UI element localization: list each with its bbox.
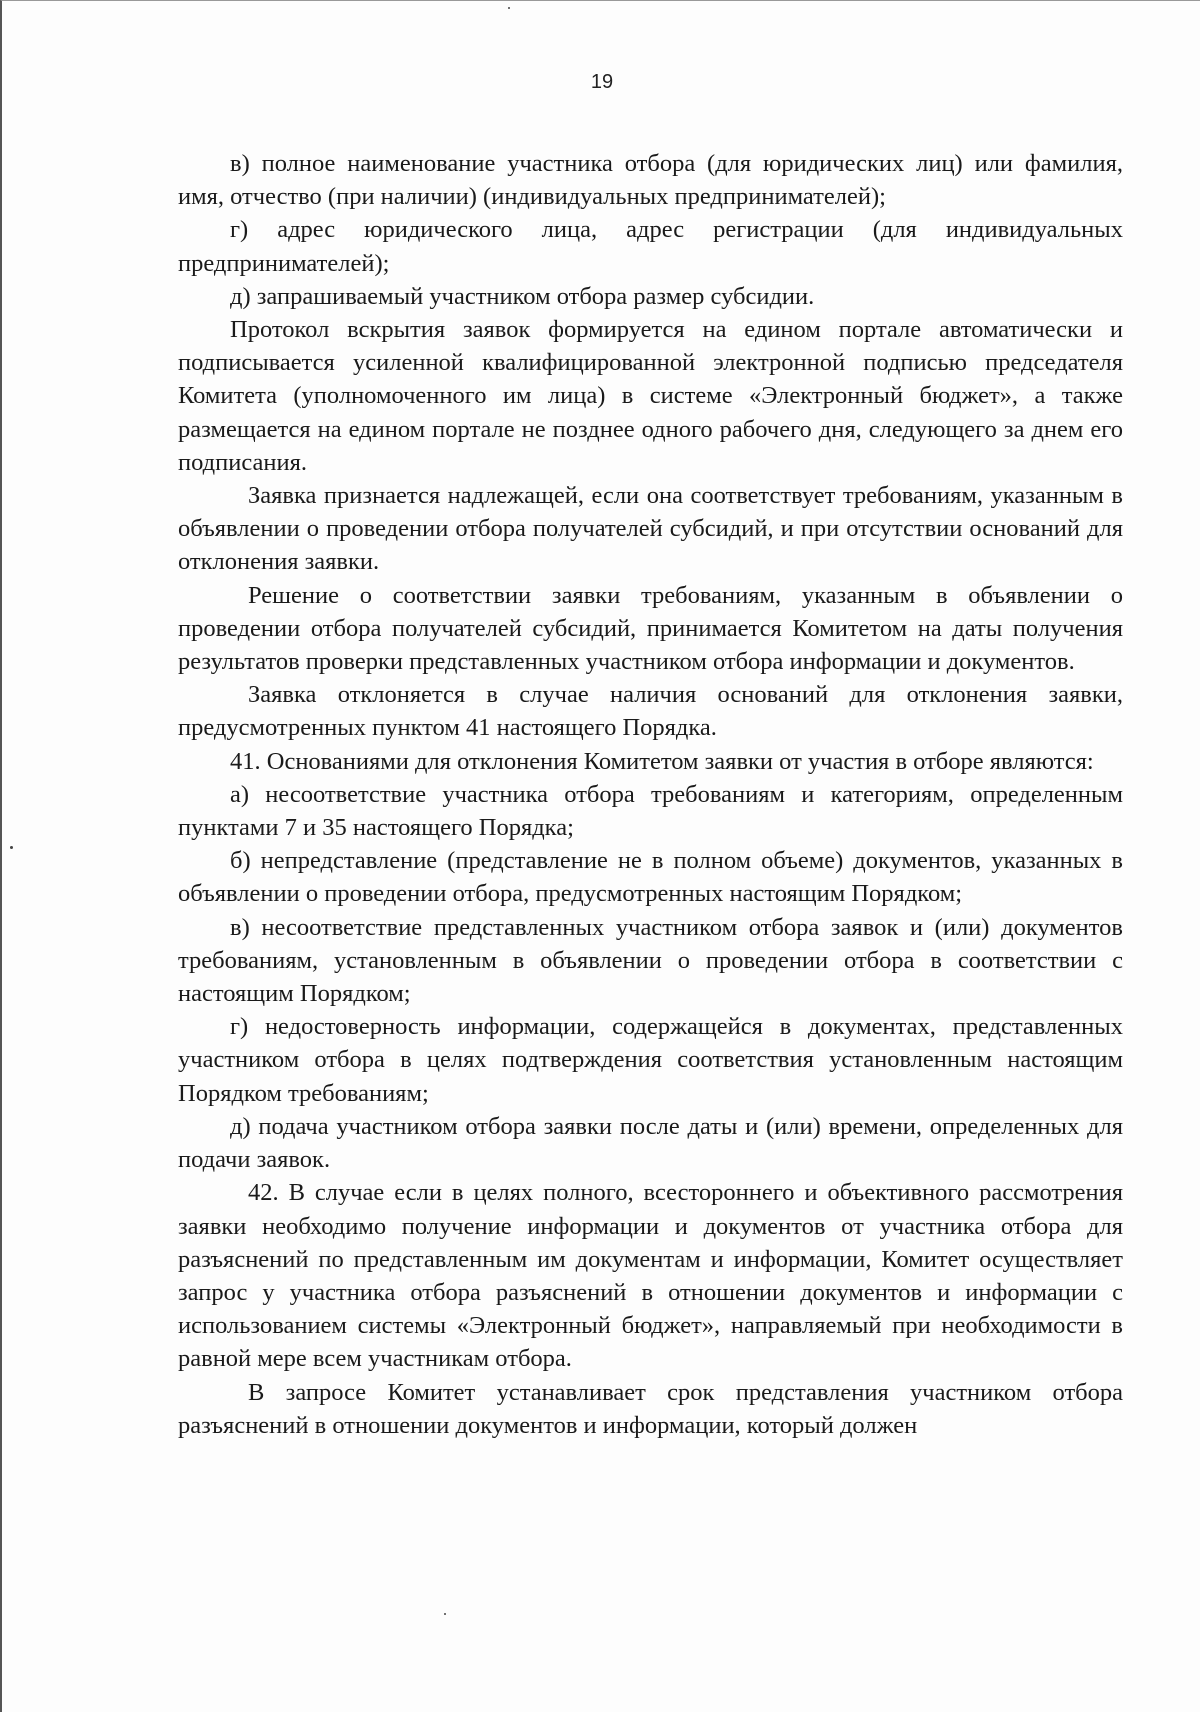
paragraph-41: 41. Основаниями для отклонения Комитетом заявки от участия в отборе являются: xyxy=(230,747,1094,775)
page-number: 19 xyxy=(590,71,614,93)
paragraph-item-d: д) запрашиваемый участником отбора размер субсидии. xyxy=(230,282,815,310)
paragraph-41-d: д) подача участником отбора заявки после даты и (или) времени, определенных для подачи заявок. xyxy=(178,1112,1123,1174)
document-body xyxy=(178,147,1123,1442)
paragraph-42: 42. В случае если в целях полного, всестороннего и объективного рассмотрения заявки необходимо получение информации и документов от участника отбора для разъяснений по представленным им документам и информации, Комитет осуществляет запрос у участника отбора разъяснений в отношении документов и информации с использованием системы «Электронный бюджет», направляемый при необходимости в равной мере всем участникам отбора. xyxy=(178,1179,1123,1373)
paragraph-protocol: Протокол вскрытия заявок формируется на едином портале автоматически и подписывается усиленной квалифицированной электронной подписью председателя Комитета (уполномоченного им лица) в системе «Электронный бюджет», а также размещается на едином портале не позднее одного рабочего дня, следующего за днем его подписания. xyxy=(178,316,1123,476)
paragraph-item-v: в) полное наименование участника отбора (для юридических лиц) или фамилия, имя, отчество (при наличии) (индивидуальных предпринимателей); xyxy=(178,150,1123,211)
paragraph-request: В запросе Комитет устанавливает срок представления участником отбора разъяснений в отношении документов и информации, который должен xyxy=(178,1378,1123,1439)
paragraph-rejection: Заявка отклоняется в случае наличия оснований для отклонения заявки, предусмотренных пунктом 41 настоящего Порядка. xyxy=(178,681,1123,742)
scan-speck xyxy=(10,846,13,849)
paragraph-41-v: в) несоответствие представленных участником отбора заявок и (или) документов требованиям, установленным в объявлении о проведении отбора в соответствии с настоящим Порядком; xyxy=(178,913,1123,1008)
paragraph-41-g: г) недостоверность информации, содержащейся в документах, представленных участником отбора в целях подтверждения соответствия установленным настоящим Порядком требованиям; xyxy=(178,1013,1123,1107)
scan-speck xyxy=(444,1613,446,1615)
paragraph-decision: Решение о соответствии заявки требованиям, указанным в объявлении о проведении отбора получателей субсидий, принимается Комитетом на даты получения результатов проверки представленных участником отбора информации и документов. xyxy=(178,581,1123,676)
paragraph-application-proper: Заявка признается надлежащей, если она соответствует требованиям, указанным в объявлении о проведении отбора получателей субсидий, и при отсутствии оснований для отклонения заявки. xyxy=(178,482,1123,576)
paragraph-41-a: а) несоответствие участника отбора требованиям и категориям, определенным пунктами 7 и 35 настоящего Порядка; xyxy=(178,780,1123,842)
scan-speck xyxy=(508,7,510,9)
paragraph-41-b: б) непредставление (представление не в полном объеме) документов, указанных в объявлении о проведении отбора, предусмотренных настоящим Порядком; xyxy=(178,847,1123,908)
paragraph-item-g: г) адрес юридического лица, адрес регистрации (для индивидуальных предпринимателей); xyxy=(178,216,1123,277)
